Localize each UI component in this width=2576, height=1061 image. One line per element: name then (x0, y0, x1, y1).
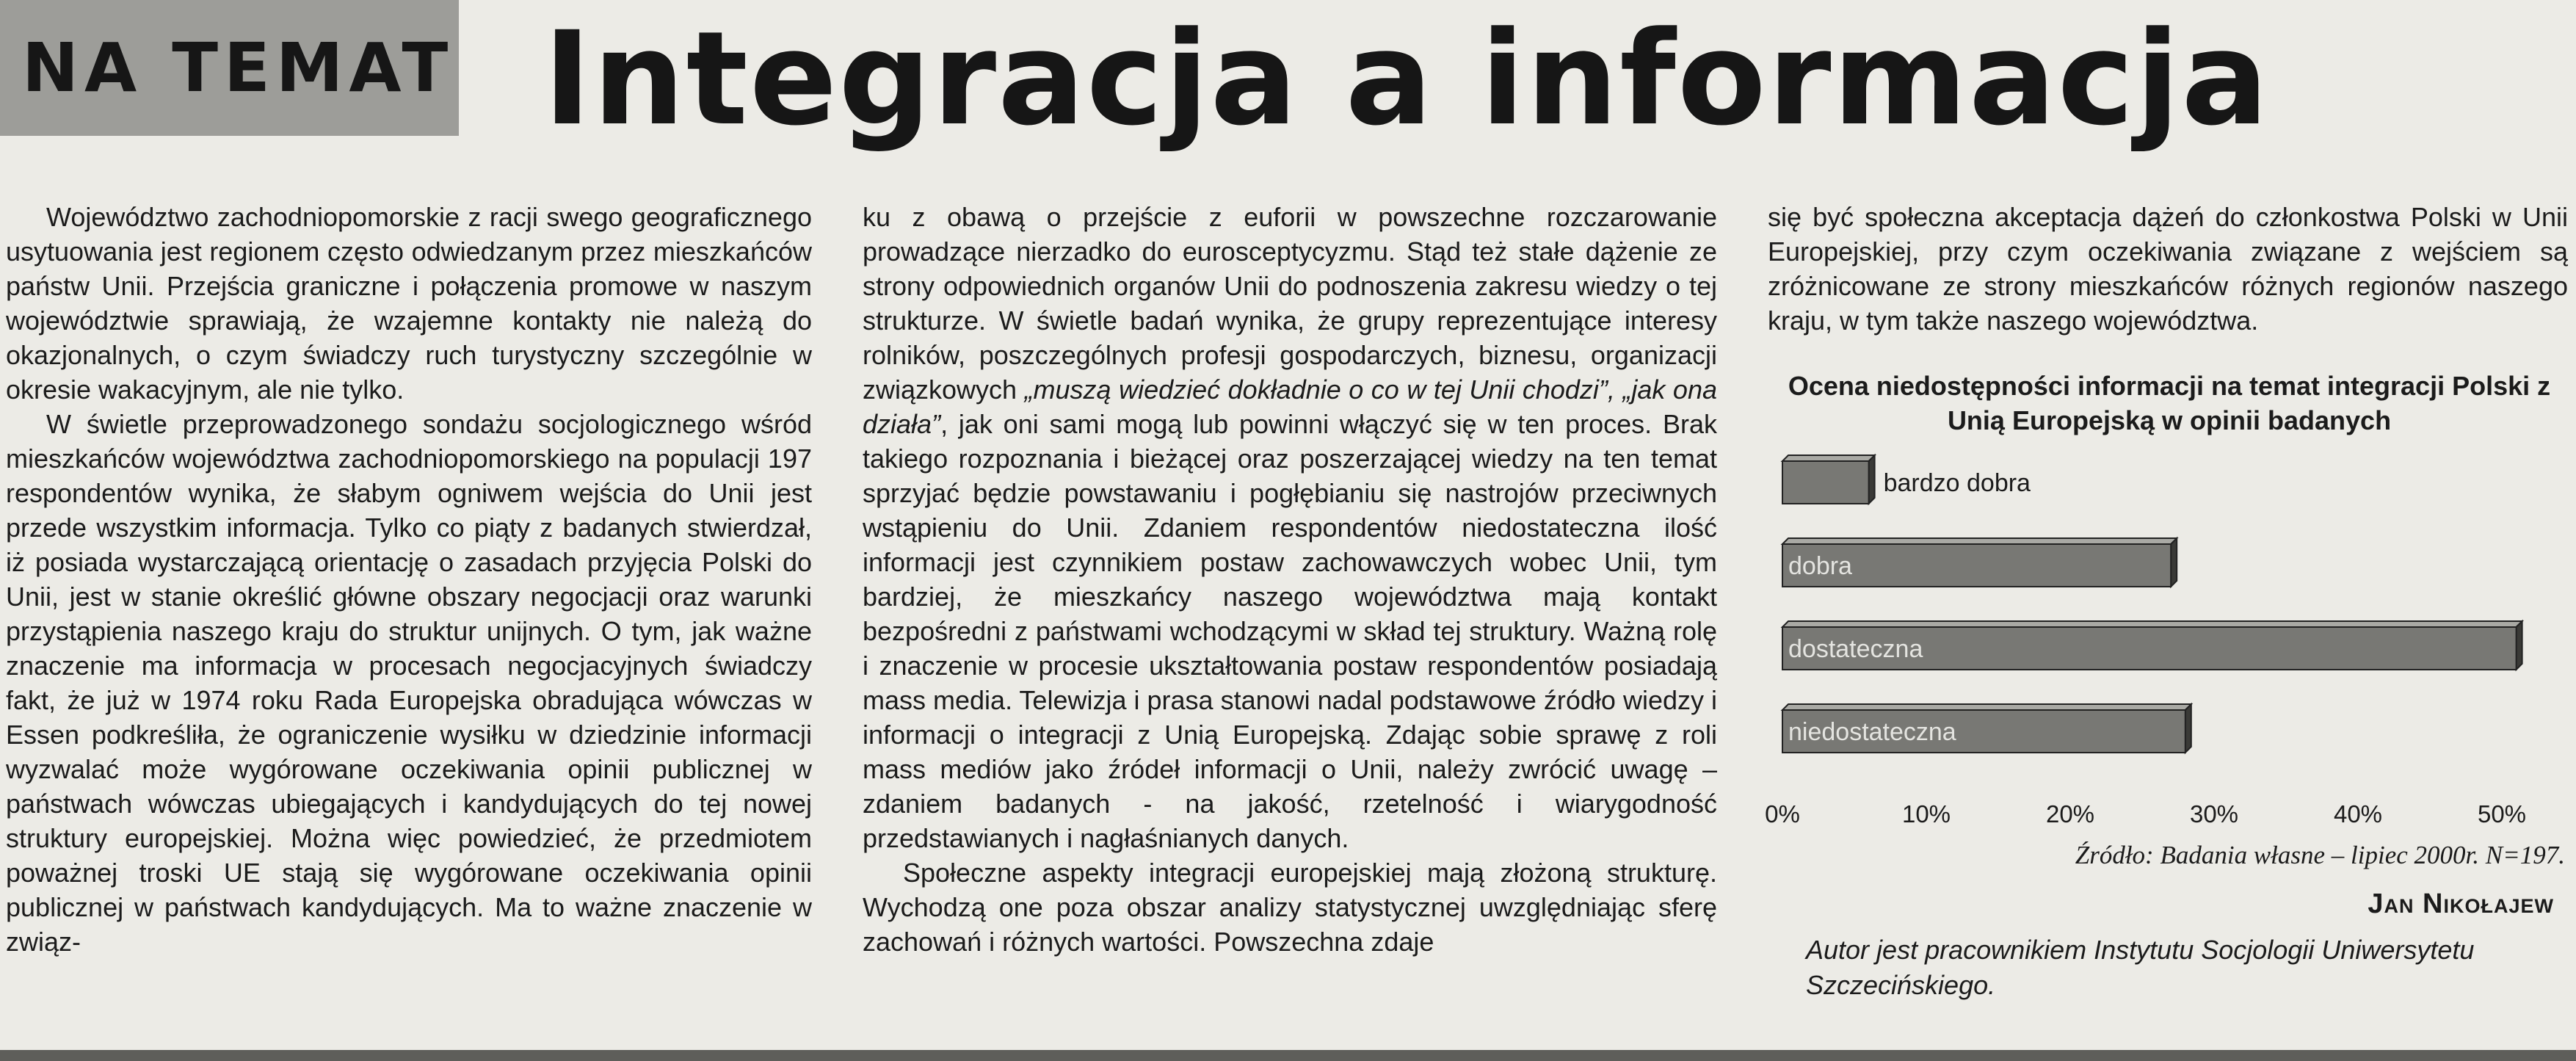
bar-top-face (1782, 704, 2191, 710)
x-tick-label: 30% (2189, 800, 2239, 828)
bottom-rule (0, 1050, 2576, 1061)
paragraph: W świetle przeprowadzonego sondażu socjologicznego wśród mieszkańców województwa zachodniopomorskiego na populacji 197 respondentów wynika, że słabym ogniwem wejścia do Unii jest przede wszystkim informacja. Tylko co piąty z badanych stwierdzał, iż posiada wystarczającą orientację o zasadach przyjęcia Polski do Unii, jest w stanie określić główne obszary negocjacji oraz warunki przystąpienia naszego kraju do struktur unijnych. O tym, jak ważne znaczenie ma informacja w procesach negocjacyjnych świadczy fakt, że już w 1974 roku Rada Europejska obradująca wówczas w Essen podkreśliła, że ograniczenie wysiłku w dziedzinie informacji wyzwalać może wygórowane oczekiwania opinii publicznej w państwach wówczas ubiegających i kandydujących do tej nowej struktury europejskiej. Można więc powiedzieć, że przedmiotem poważnej troski UE stają się wygórowane oczekiwania opinii publicznej w państwach kandydujących. Ma to ważne znaczenie w związ- (6, 409, 812, 957)
paragraph-text: ku z obawą o przejście z euforii w powszechne rozczarowanie prowadzące nierzadko do eurosceptycyzmu. Stąd też stałe dążenie ze strony odpowiednich organów Unii do podnoszenia zakresu wiedzy o tej strukturze. W świetle badań wynika, że grupy reprezentujące interesy rolników, poszczególnych profesji gospodarczych, biznesu, organizacji związkowych (863, 202, 1717, 405)
paragraph: się być społeczna akceptacja dążeń do członkostwa Polski w Unii Europejskiej, przy czym oczekiwania związane z wejściem są zróżnicowane ze strony mieszkańców różnych regionów naszego kraju, w tym także naszego województwa. (1768, 202, 2568, 336)
x-tick-label: 20% (2045, 800, 2095, 828)
paragraph (863, 200, 1717, 855)
bar-side-face (2185, 704, 2191, 753)
x-tick-label: 0% (1765, 800, 1800, 828)
paragraph-text: , jak oni sami mogą lub powinni włączyć się w ten proces. Brak takiego rozpoznania i bieżącej oraz poszerzającej wiedzy na ten temat sprzyjać będzie powstawaniu i pogłębianiu się nastrojów przeciwnych wstąpieniu do Unii. Zdaniem respondentów niedostateczna ilość informacji jest czynnikiem postaw zachowawczych wobec Unii, tym bardziej, że mieszkańcy naszego województwa mają kontakt bezpośredni z państwami wchodzącymi w skład tej struktury. Ważną rolę i znaczenie w procesie ukształtowania postaw respondentów posiadają mass media. Telewizja i prasa stanowi nadal podstawowe źródło wiedzy i informacji o integracji z Unią Europejską. Zdając sobie sprawę z roli mass mediów jako źródeł informacji o Unii, należy zwrócić uwagę – zdaniem badanych - na jakość, rzetelność i wiarygodność przedstawianych i nagłaśnianych danych. (863, 409, 1717, 853)
bar-label: dostateczna (1788, 635, 1923, 663)
article-headline: Integracja a informacja (543, 4, 2271, 154)
chart-source: Źródło: Badania własne – lipiec 2000r. N=197. (2075, 841, 2565, 869)
x-tick-label: 50% (2477, 800, 2527, 828)
x-tick-label: 10% (1901, 800, 1951, 828)
chart-title: Ocena niedostępności informacji na temat integracji Polski z Unią Europejską w opinii badanych (1788, 371, 2551, 435)
bar-side-face (2171, 538, 2177, 587)
article-column-1 (6, 200, 812, 959)
respondent-quote: „muszą wiedzieć dokładnie o co w tej Unii chodzi”, „jak ona działa” (863, 374, 1717, 439)
bar-side-face (1869, 455, 1875, 504)
section-kicker (0, 0, 459, 136)
bar-side-face (2517, 621, 2522, 670)
bar-label: bardzo dobra (1883, 469, 2031, 497)
bar-label: dobra (1788, 552, 1852, 580)
bar-label: niedostateczna (1788, 718, 1956, 746)
paragraph: Województwo zachodniopomorskie z racji swego geograficznego usytuowania jest regionem często odwiedzanym przez mieszkańców państw Unii. Przejścia graniczne i połączenia promowe w naszym województwie sprawiają, że wzajemne kontakty nie należą do okazjonalnych, o czym świadczy ruch turystyczny szczególnie w okresie wakacyjnym, ale nie tylko. (6, 202, 812, 405)
bar (1782, 461, 1869, 504)
article-column-3 (1768, 200, 2568, 338)
kicker-label: NA TEMAT (22, 29, 454, 107)
paragraph: Społeczne aspekty integracji europejskiej mają złożoną strukturę. Wychodzą one poza obszar analizy statystycznej uwzględniając sferę zachowań i różnych wartości. Powszechna zdaje (863, 858, 1717, 957)
author-name: Jan Nikołajew (2368, 888, 2554, 919)
bar-chart (1762, 441, 2569, 837)
author-note: Autor jest pracownikiem Instytutu Socjologii Uniwersytetu Szczecińskiego. (1806, 935, 2475, 1000)
bar-top-face (1782, 538, 2177, 544)
bar-top-face (1782, 455, 1875, 461)
article-column-2 (863, 200, 1717, 959)
bar-top-face (1782, 621, 2522, 627)
x-tick-label: 40% (2333, 800, 2383, 828)
